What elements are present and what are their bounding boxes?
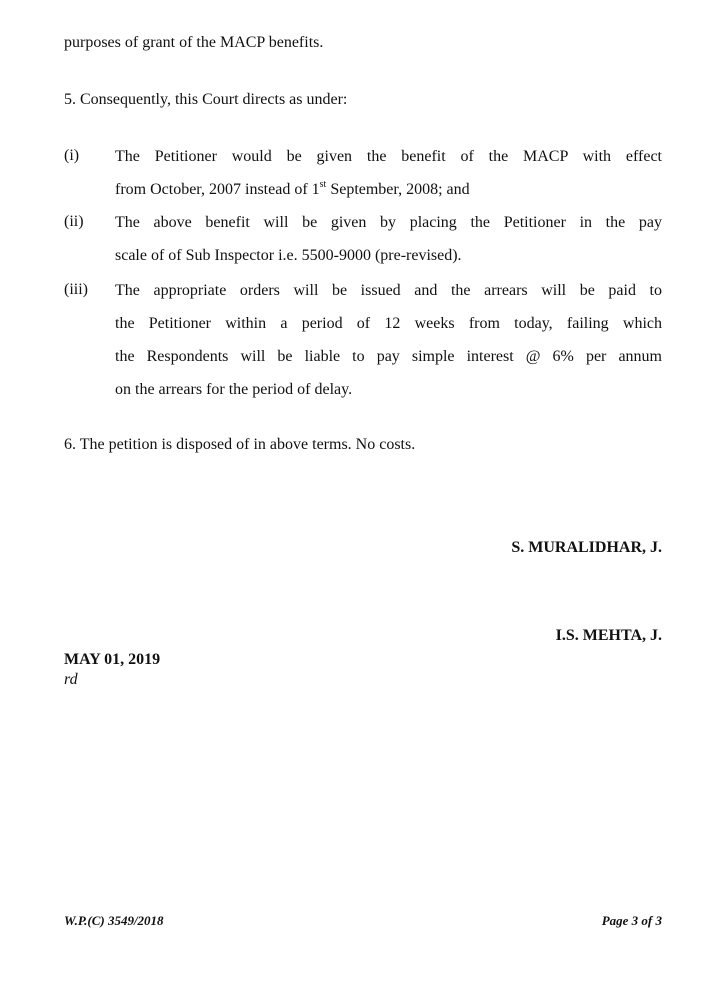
initials: rd — [64, 671, 78, 688]
list-item-number-ii: (ii) — [64, 213, 84, 230]
footer-page-number: Page 3 of 3 — [601, 913, 662, 928]
list-item-text-iii — [115, 274, 662, 406]
list-item-text-i — [115, 140, 662, 206]
list-item-text-ii — [115, 206, 662, 272]
order-date: MAY 01, 2019 — [64, 651, 161, 668]
list-item-line: The appropriate orders will be issued and the arrears will be paid to — [115, 282, 662, 299]
paragraph-5: 5. Consequently, this Court directs as under: — [64, 91, 348, 108]
list-item-line: the Respondents will be liable to pay simple interest @ 6% per annum — [115, 348, 662, 365]
list-item-line: scale of of Sub Inspector i.e. 5500-9000 (pre-revised). — [115, 247, 462, 264]
list-item-line: from October, 2007 instead of 1st September, 2008; and — [115, 178, 470, 198]
footer-case-number: W.P.(C) 3549/2018 — [64, 913, 164, 928]
judge-signature-1: S. MURALIDHAR, J. — [511, 539, 662, 556]
list-item-line: The Petitioner would be given the benefit of the MACP with effect — [115, 148, 662, 165]
superscript: st — [319, 178, 327, 190]
continuation-line: purposes of grant of the MACP benefits. — [64, 34, 324, 51]
paragraph-6: 6. The petition is disposed of in above terms. No costs. — [64, 436, 416, 453]
judge-signature-2: I.S. MEHTA, J. — [555, 627, 662, 644]
list-item-number-iii: (iii) — [64, 281, 88, 298]
list-item-line: on the arrears for the period of delay. — [115, 381, 353, 398]
list-item-line: The above benefit will be given by placing the Petitioner in the pay — [115, 214, 662, 231]
list-item-line: the Petitioner within a period of 12 weeks from today, failing which — [115, 315, 662, 332]
list-item-number-i: (i) — [64, 147, 80, 164]
